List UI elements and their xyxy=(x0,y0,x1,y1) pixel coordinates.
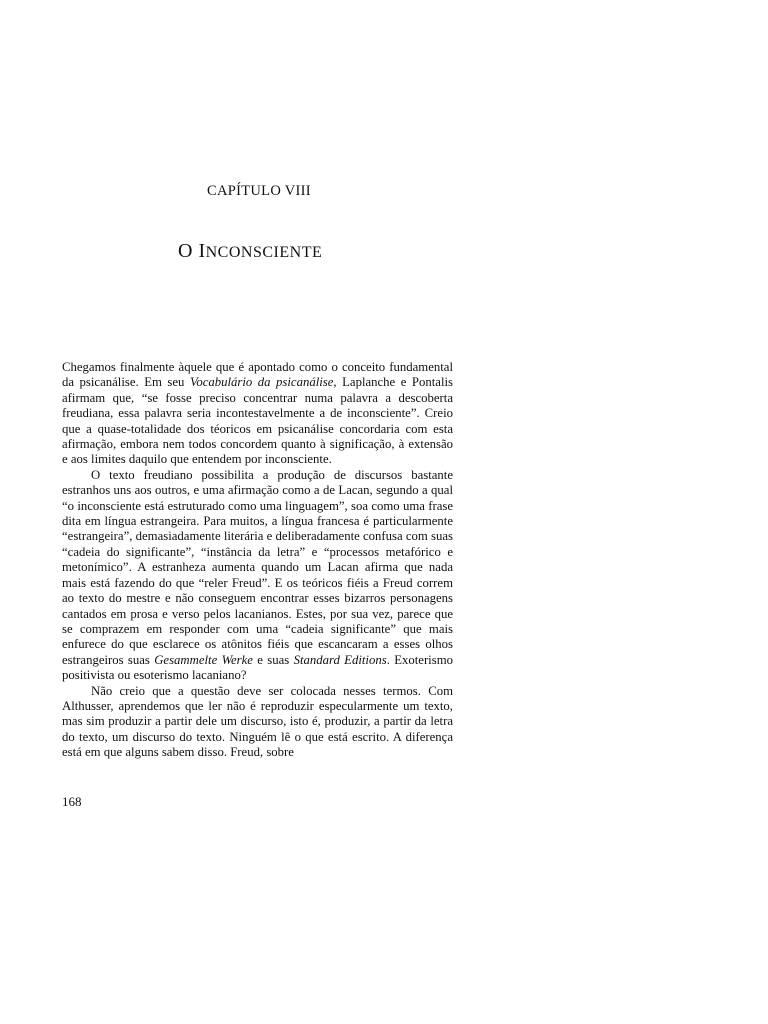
chapter-title-rest: NCONSCIENTE xyxy=(205,244,323,261)
chapter-title-initial-i: I xyxy=(198,240,206,262)
paragraph-3-text: Não creio que a questão deve ser colocada nesses termos. Com Althusser, aprendemos que ler não é reproduzir especularmente um texto, mas sim produzir a partir dele um discurso, isto é, produzir, a partir da letra do texto, um discurso do texto. Ninguém lê o que está escrito. A diferença está em que alguns sabem disso. Freud, sobre xyxy=(62,683,453,760)
page-number: 168 xyxy=(62,794,82,809)
paragraph-1-text-a: Chegamos finalmente àquele que é apontado como o conceito fundamental da psicanálise. Em seu xyxy=(62,360,453,390)
paragraph-3 xyxy=(62,684,453,761)
paragraph-2 xyxy=(62,468,453,684)
chapter-title xyxy=(178,240,322,263)
paragraph-2-text-b: e suas xyxy=(252,652,294,667)
chapter-body xyxy=(62,360,453,761)
chapter-title-initial-o: O xyxy=(178,240,199,262)
paragraph-1-text-b: , Laplanche e Pontalis afirmam que, “se fosse preciso concentrar numa palavra a descoberta freudiana, essa palavra seria incontestavelmente a de inconsciente”. Creio que a quase-totalidade dos téoricos em psicanálise concordaria com esta afirmação, embora nem todos concordem quanto à significação, à extensão e aos limites daquilo que entendem por inconsciente. xyxy=(62,375,453,467)
paragraph-2-book-title-1: Gesammelte Werke xyxy=(154,652,253,667)
paragraph-1 xyxy=(62,360,453,468)
chapter-label: CAPÍTULO VIII xyxy=(207,183,311,199)
paragraph-2-text-a: O texto freudiano possibilita a produção de discursos bastante estranhos uns aos outros, e uma afirmação como a de Lacan, segundo a qual “o inconsciente está estruturado como uma linguagem”, soa como uma frase dita em língua estrangeira. Para muitos, a língua francesa é particularmente “estrangeira”, demasiadamente literária e deliberadamente confusa com suas “cadeia do significante”, “instância da letra” e “processos metafórico e metonímico”. A estranheza aumenta quando um Lacan afirma que nada mais está fazendo do que “reler Freud”. E os teóricos fiéis a Freud correm ao texto do mestre e não conseguem encontrar esses bizarros personagens cantados em prosa e verso pelos lacanianos. Estes, por sua vez, parece que se comprazem em responder com uma “cadeia significante” que mais enfurece do que esclarece os atônitos fiéis que escancaram a esses olhos estrangeiros suas xyxy=(62,467,453,667)
paragraph-2-book-title-2: Standard Editions xyxy=(293,652,387,667)
paragraph-1-book-title: Vocabulário da psicanálise xyxy=(189,375,334,390)
paragraph-2-text-c: . Exoterismo positivista ou esoterismo lacaniano? xyxy=(62,652,453,683)
